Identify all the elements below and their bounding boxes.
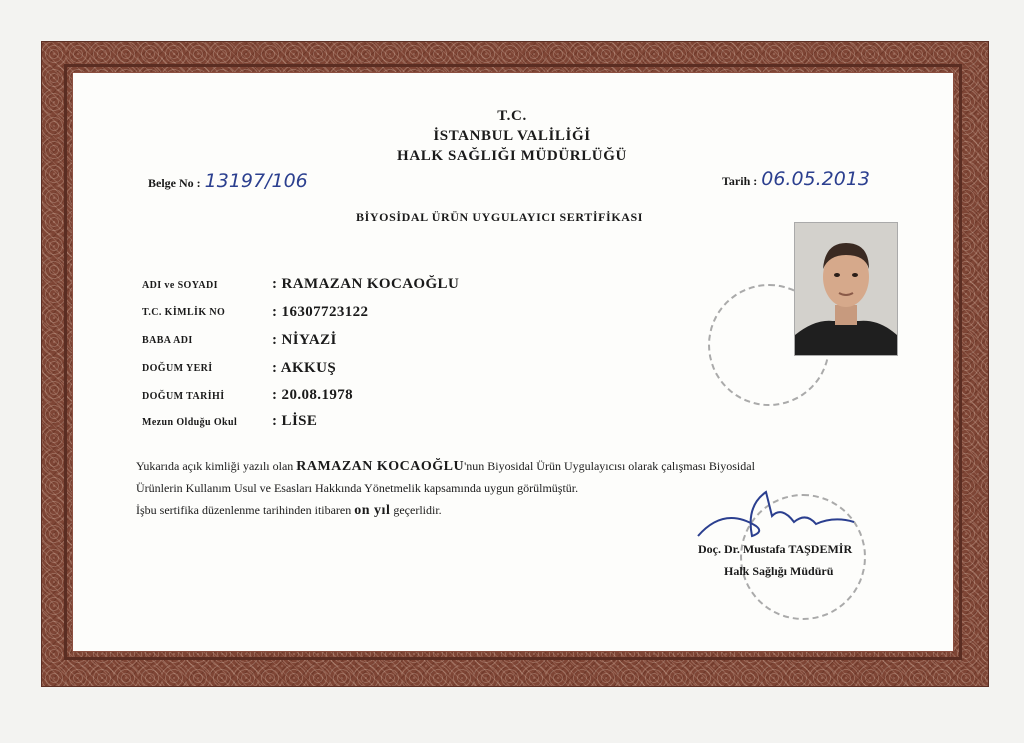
field-label-id: T.C. KİMLİK NO [142, 307, 226, 318]
document-number-label: Belge No : [148, 176, 201, 190]
field-label-birthdate: DOĞUM TARİHİ [142, 391, 225, 402]
statement-line-1-pre: Yukarıda açık kimliği yazılı olan [136, 459, 297, 473]
issue-date [722, 168, 870, 190]
signatory-title: Halk Sağlığı Müdürü [724, 564, 834, 578]
validity-period: on yıl [354, 503, 391, 518]
field-value-school: : LİSE [272, 413, 318, 429]
portrait-image [795, 223, 897, 355]
field-value-birthplace: : AKKUŞ [272, 360, 337, 376]
field-label-school: Mezun Olduğu Okul [142, 417, 238, 428]
holder-photo [794, 222, 898, 356]
field-value-name: : RAMAZAN KOCAOĞLU [272, 276, 460, 292]
header-directorate: HALK SAĞLIĞI MÜDÜRLÜĞÜ [397, 148, 627, 164]
field-label-name: ADI ve SOYADI [142, 280, 218, 291]
statement-holder-name: RAMAZAN KOCAOĞLU [296, 459, 465, 474]
issue-date-value: 06.05.2013 [761, 168, 871, 190]
statement-line-3-post: geçerlidir. [390, 503, 442, 517]
statement-line-2: Ürünlerin Kullanım Usul ve Esasları Hakkında Yönetmelik kapsamında uygun görülmüştür. [136, 481, 579, 495]
issue-date-label: Tarih : [722, 174, 758, 188]
handwritten-signature [694, 486, 884, 546]
signatory-name: Doç. Dr. Mustafa TAŞDEMİR [698, 542, 853, 556]
statement-line-1 [136, 456, 896, 477]
statement-line-1-post: 'nun Biyosidal Ürün Uygulayıcısı olarak çalışması Biyosidal [464, 459, 755, 473]
header-governorship: İSTANBUL VALİLİĞİ [433, 128, 591, 144]
field-value-father: : NİYAZİ [272, 332, 337, 348]
field-value-birthdate: : 20.08.1978 [272, 387, 354, 403]
field-value-id: : 16307723122 [272, 304, 369, 320]
document-number-value: 13197/106 [204, 170, 308, 192]
certificate-title: BİYOSİDAL ÜRÜN UYGULAYICI SERTİFİKASI [356, 210, 644, 224]
field-label-father: BABA ADI [142, 335, 193, 346]
document-number [148, 170, 308, 192]
statement-line-3-pre: İşbu sertifika düzenlenme tarihinden itibaren [136, 503, 355, 517]
field-label-birthplace: DOĞUM YERİ [142, 363, 213, 374]
header-tc: T.C. [497, 108, 527, 124]
